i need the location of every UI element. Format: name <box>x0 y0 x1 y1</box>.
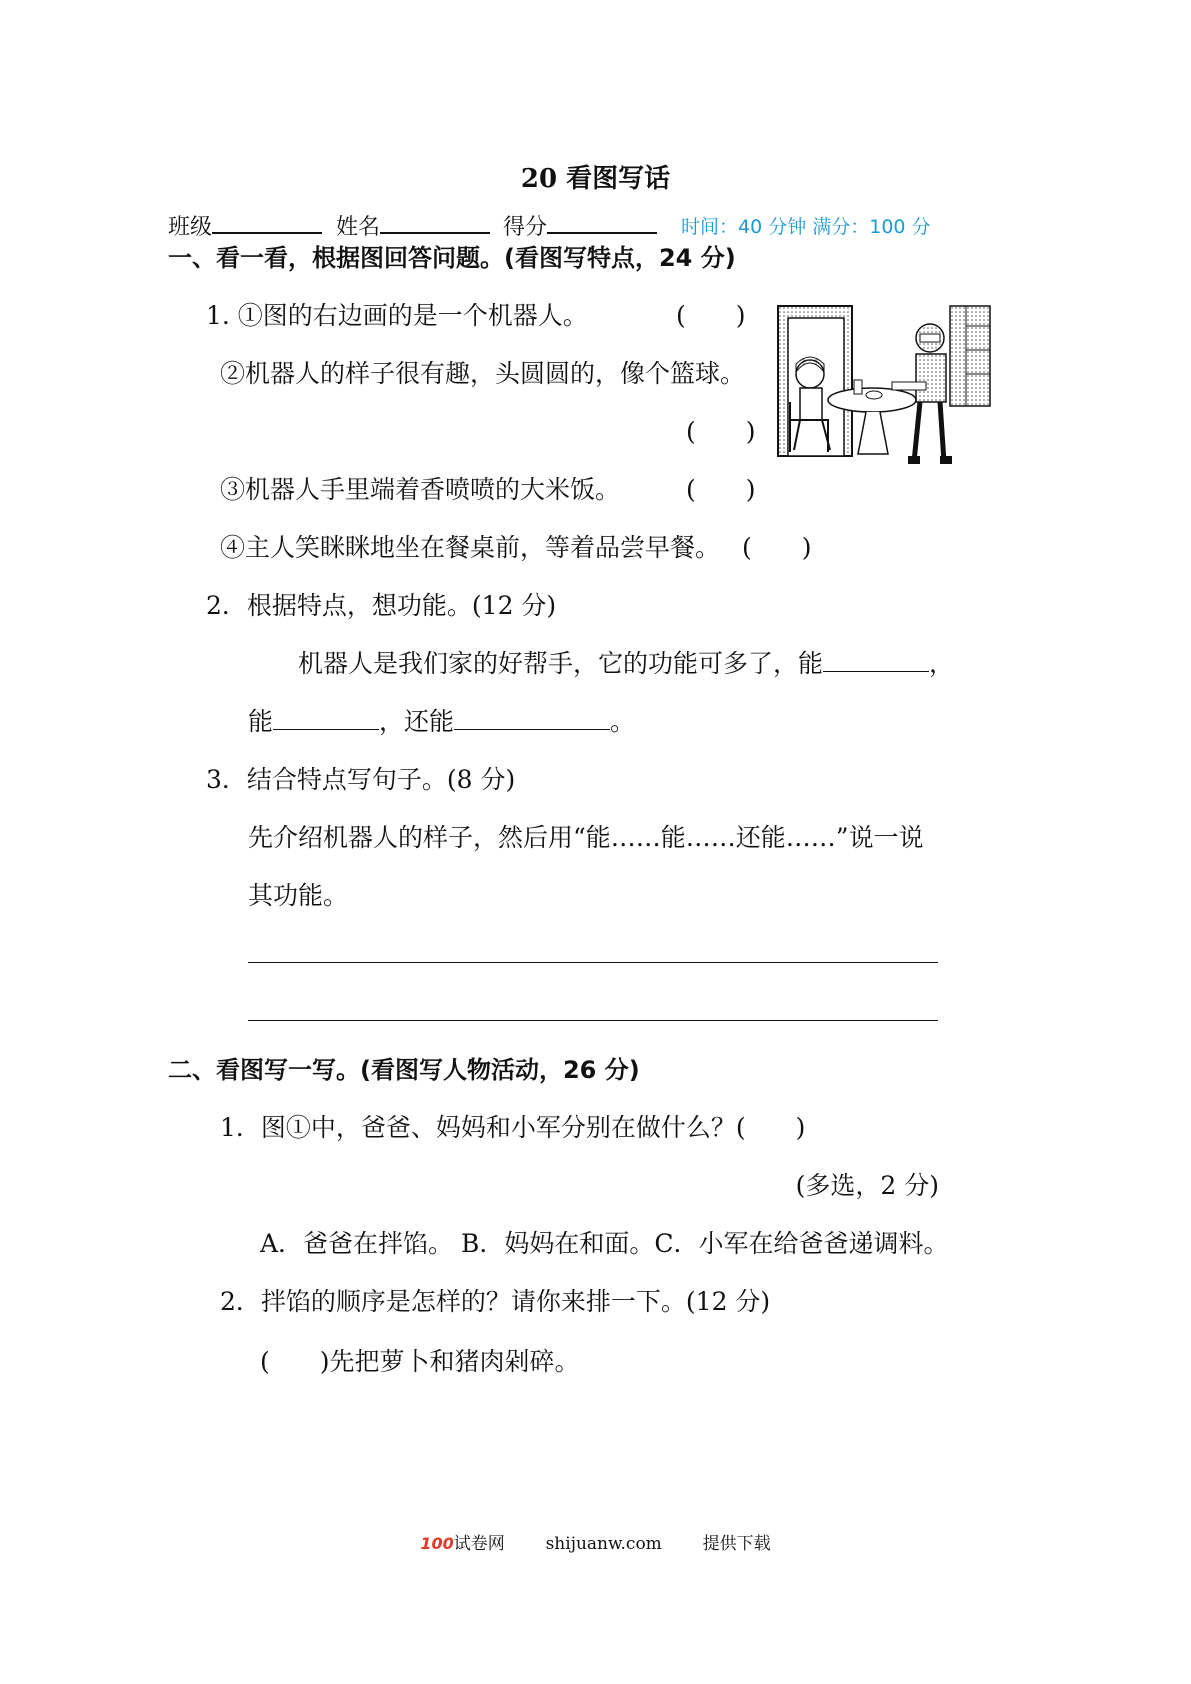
s2-q1-note: (多选，2 分) <box>795 1171 939 1200</box>
q2-label: 2．根据特点，想功能。(12 分) <box>206 591 557 620</box>
q1-answer-paren-2[interactable]: ( ) <box>686 417 756 446</box>
q2-line-1 <box>298 644 954 680</box>
download-text: 提供下载 <box>702 1534 771 1554</box>
name-label: 姓名 <box>336 215 381 240</box>
q1-statement-2: ②机器人的样子很有趣，头圆圆的，像个篮球。 <box>220 359 746 388</box>
q1-statement-3: ③机器人手里端着香喷喷的大米饭。 <box>220 475 621 504</box>
q2-line-2 <box>248 702 635 738</box>
q1-answer-paren-3[interactable]: ( ) <box>686 475 756 504</box>
name-blank[interactable] <box>380 210 490 234</box>
answer-line-2[interactable] <box>248 1020 938 1021</box>
page-title: 20 看图写话 <box>520 164 671 194</box>
robot-illustration <box>770 302 992 470</box>
q3-line-2: 其功能。 <box>248 881 349 910</box>
q2-blank-3[interactable] <box>454 703 610 730</box>
q1-answer-paren-1[interactable]: ( ) <box>676 301 746 330</box>
q1-statement-1: 1. ①图的右边画的是一个机器人。 <box>206 301 588 330</box>
q2-end: 。 <box>610 707 636 736</box>
q2-neng: 能 <box>248 707 274 736</box>
q2-blank-1[interactable] <box>823 645 929 672</box>
site-name: 试卷网 <box>453 1534 505 1554</box>
class-label: 班级 <box>168 215 213 240</box>
section2-heading: 二、看图写一写。(看图写人物活动，26 分) <box>168 1056 640 1084</box>
section1-heading: 一、看一看，根据图回答问题。(看图写特点，24 分) <box>168 244 736 272</box>
q1-statement-4: ④主人笑眯眯地坐在餐桌前，等着品尝早餐。 <box>220 533 721 562</box>
q3-line-1: 先介绍机器人的样子，然后用“能……能……还能……”说一说 <box>248 823 924 852</box>
q1-answer-paren-4[interactable]: ( ) <box>742 533 812 562</box>
s2-q2-label: 2．拌馅的顺序是怎样的？请你来排一下。(12 分) <box>220 1287 771 1316</box>
time-info: 时间：40 分钟 满分：100 分 <box>681 216 931 238</box>
name-field <box>336 210 490 241</box>
site-logo: 100 <box>420 1534 454 1553</box>
class-field <box>168 210 322 241</box>
site-url[interactable]: shijuanw.com <box>545 1534 662 1554</box>
score-label: 得分 <box>503 215 548 240</box>
answer-line-1[interactable] <box>248 962 938 963</box>
q2-mid: ，还能 <box>379 707 455 736</box>
score-blank[interactable] <box>547 210 657 234</box>
s2-q1-label: 1．图①中，爸爸、妈妈和小军分别在做什么？( ) <box>220 1113 806 1142</box>
s2-q1-options: A．爸爸在拌馅。 B．妈妈在和面。C．小军在给爸爸递调料。 <box>260 1229 949 1258</box>
q2-line1-text: 机器人是我们家的好帮手，它的功能可多了，能 <box>298 649 824 678</box>
score-field <box>503 210 657 241</box>
class-blank[interactable] <box>212 210 322 234</box>
q2-blank-2[interactable] <box>273 703 379 730</box>
s2-q2-item-1: ( )先把萝卜和猪肉剁碎。 <box>260 1347 580 1376</box>
q3-label: 3．结合特点写句子。(8 分) <box>206 765 516 794</box>
footer <box>0 1529 1191 1554</box>
q2-comma: ， <box>929 649 955 678</box>
